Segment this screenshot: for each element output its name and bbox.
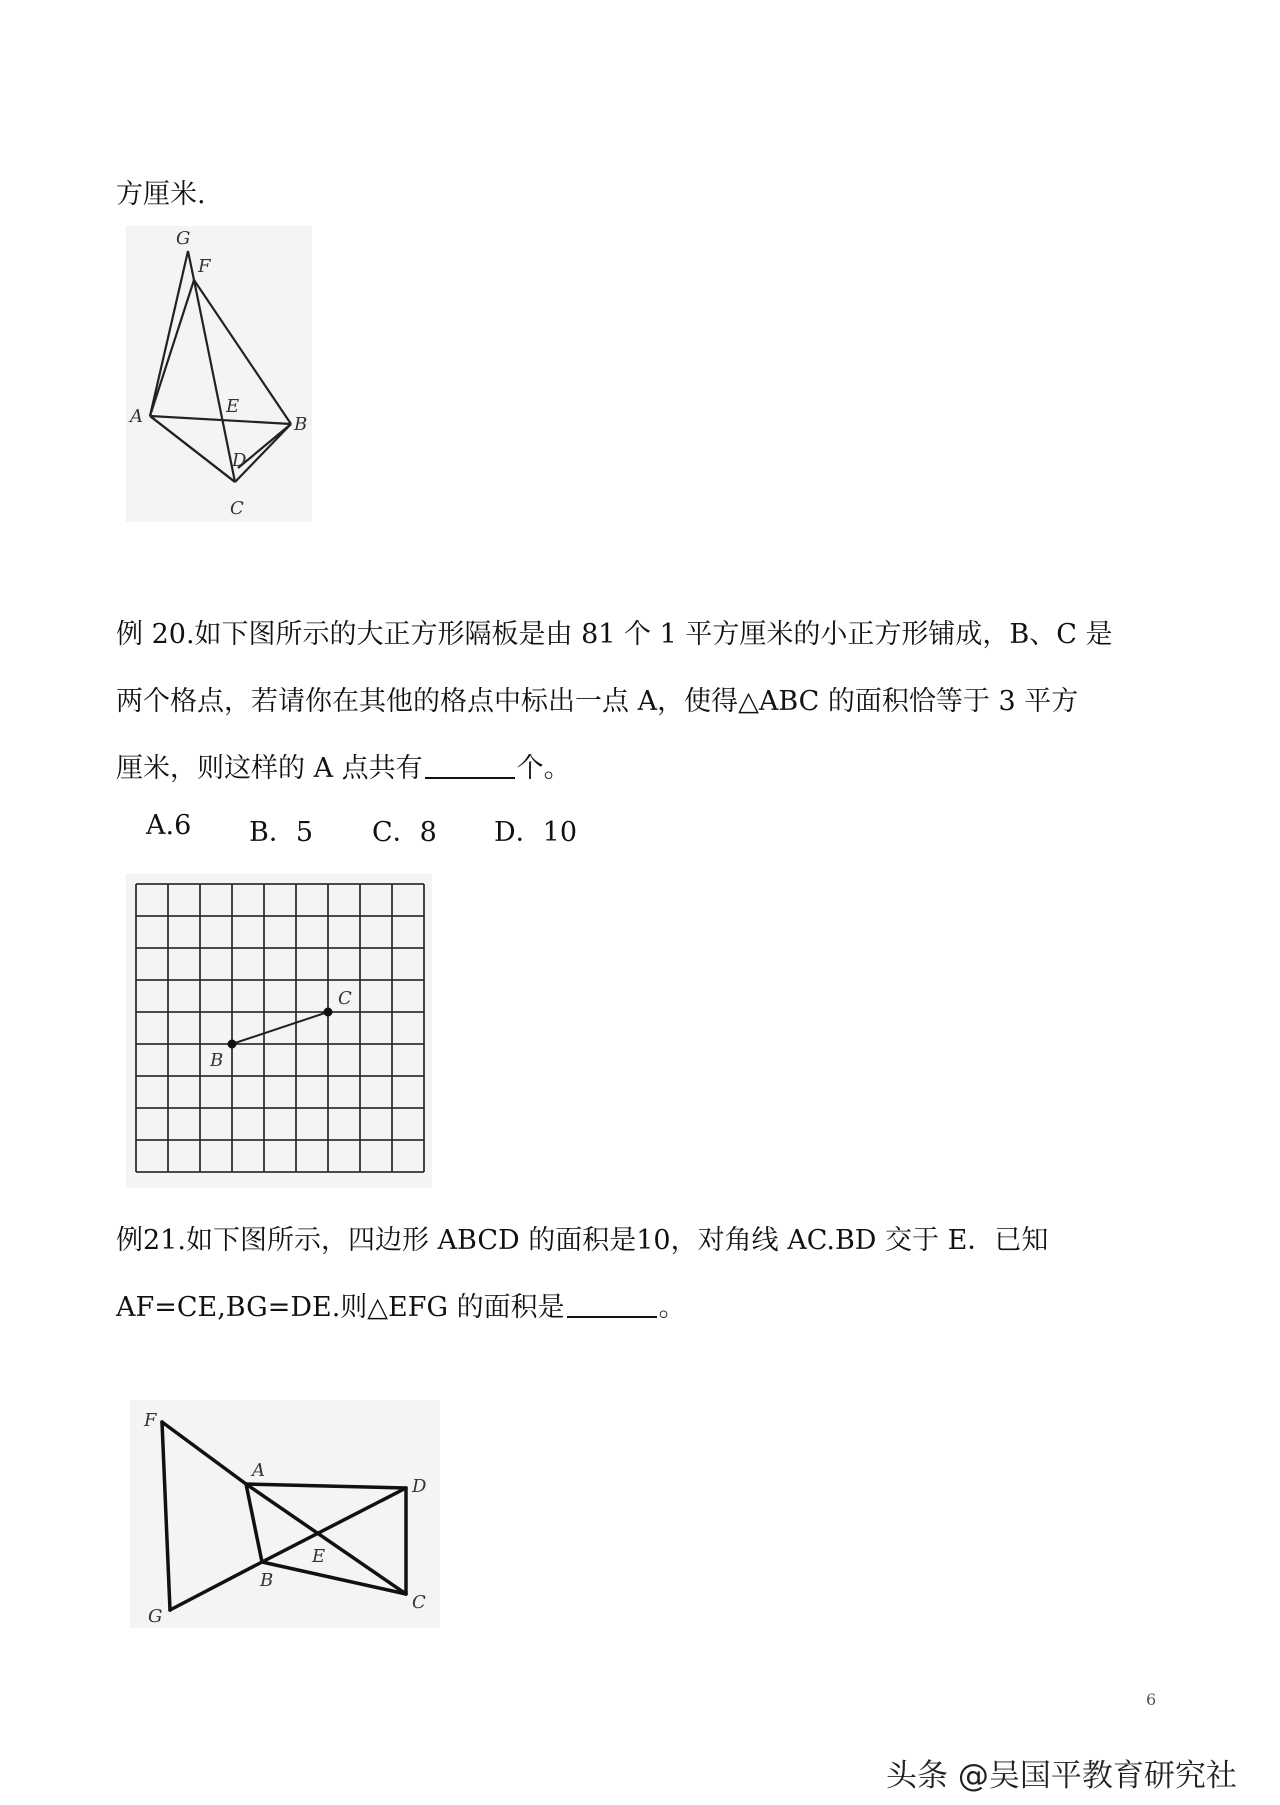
label-f: F — [144, 1410, 157, 1431]
label-c: C — [412, 1592, 426, 1613]
segment-ad — [246, 1484, 406, 1488]
label-d: D — [412, 1476, 427, 1497]
label-a: A — [252, 1460, 265, 1481]
ex20-line-1: 例 20.如下图所示的大正方形隔板是由 81 个 1 平方厘米的小正方形铺成，B、C 是 — [116, 619, 1113, 650]
label-e: E — [226, 396, 240, 417]
answer-blank-21[interactable] — [567, 1294, 657, 1318]
segment-ad — [150, 416, 235, 482]
segment-ab — [150, 416, 291, 424]
label-a: A — [130, 406, 143, 427]
label-g: G — [148, 1606, 163, 1627]
ex20-line-3-text: 厘米，则这样的 A 点共有 — [116, 753, 423, 784]
ex21-line-1: 例21.如下图所示，四边形 ABCD 的面积是10，对角线 AC.BD 交于 E．已知 — [116, 1225, 1049, 1256]
answer-blank-20[interactable] — [425, 755, 515, 779]
label-f: F — [198, 256, 211, 277]
ex20-line-3 — [116, 746, 571, 785]
grid-point-b — [228, 1040, 237, 1049]
label-e: E — [312, 1546, 326, 1567]
ex21-line-2-text: AF=CE,BG=DE.则△EFG 的面积是 — [116, 1292, 565, 1323]
segment-fg — [162, 1422, 170, 1610]
ex20-option-c: C．8 — [372, 817, 437, 848]
grid-point-c — [324, 1008, 333, 1017]
label-d: D — [232, 450, 247, 471]
label-b: B — [260, 1570, 274, 1591]
label-c: C — [338, 988, 352, 1009]
page-number: 6 — [1146, 1690, 1157, 1709]
figure-quadrilateral-abcd-fg — [130, 1400, 440, 1628]
label-c: C — [230, 498, 244, 519]
figure-quadrilateral-gfabc — [126, 226, 312, 522]
ex21-line-2 — [116, 1285, 686, 1324]
ex20-line-3-end: 个。 — [516, 753, 571, 784]
ex20-option-d: D．10 — [494, 817, 578, 848]
label-b: B — [210, 1050, 224, 1071]
ex21-line-2-end: 。 — [658, 1292, 686, 1323]
segment-bc — [232, 1012, 328, 1044]
segment-fa — [162, 1422, 246, 1484]
segment-ab — [246, 1484, 262, 1562]
ex20-option-a: A.6 — [146, 810, 192, 841]
segment-bd — [262, 1488, 406, 1562]
watermark-text: 头条 @吴国平教育研究社 — [886, 1758, 1237, 1794]
figure-grid-9x9 — [126, 874, 432, 1188]
label-b: B — [294, 414, 308, 435]
segment-ga — [150, 251, 188, 416]
segment-gf — [188, 251, 194, 280]
label-g: G — [176, 228, 191, 249]
ex20-line-2: 两个格点，若请你在其他的格点中标出一点 A，使得△ABC 的面积恰等于 3 平方 — [116, 686, 1079, 717]
ex20-option-b: B．5 — [249, 817, 314, 848]
segment-fa — [150, 280, 194, 416]
segment-gb — [170, 1562, 262, 1610]
prev-text-tail: 方厘米. — [116, 179, 206, 210]
